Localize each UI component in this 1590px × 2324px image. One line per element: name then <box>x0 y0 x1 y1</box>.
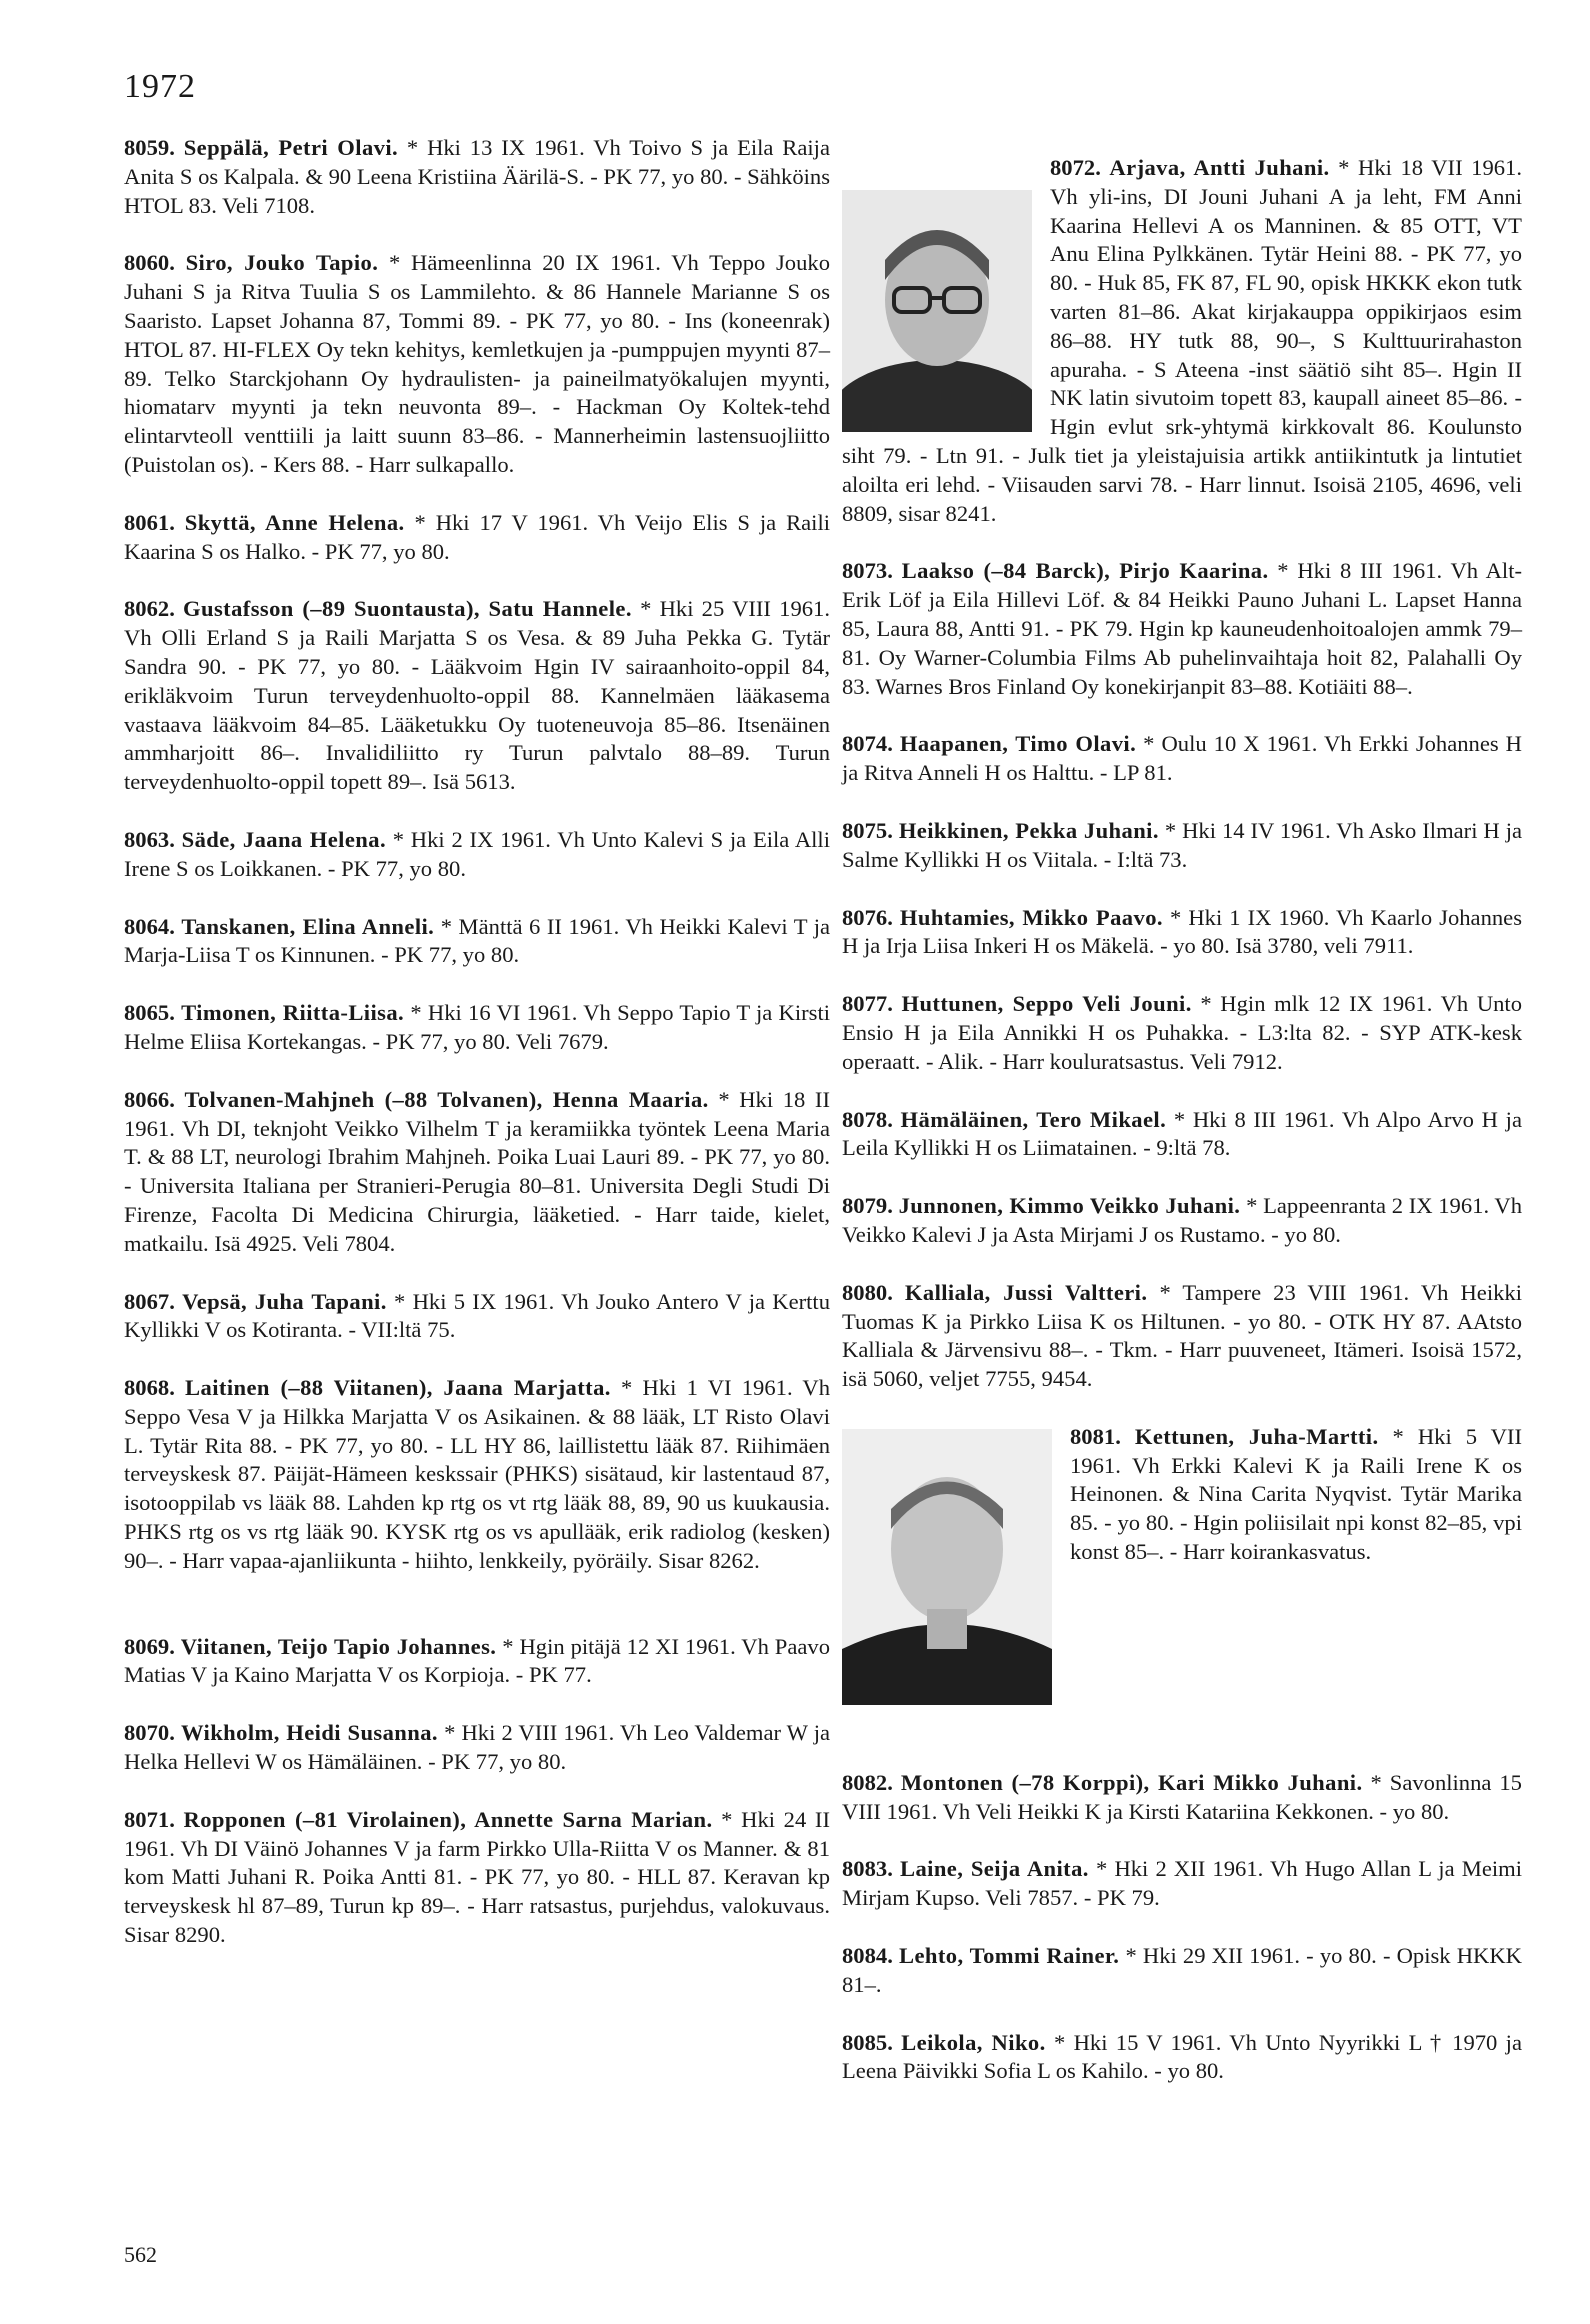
entry-number: 8059. <box>124 135 175 160</box>
entry-number: 8065. <box>124 1000 175 1026</box>
entry-text: * Hki 5 VII 1961. Vh Erkki Kalevi K ja Raili Irene K os Heinonen. & Nina Carita Nyqvist. Tytär Marika 85. - yo 80. - Hgin poliisilait npi konst 82–85, vpi konst 85–. - Harr koirankasvatus. <box>1070 1423 1522 1565</box>
entry-name: Kalliala, Jussi Valtteri. <box>904 1279 1148 1305</box>
portrait-icon <box>842 1429 1052 1705</box>
entry-name: Arjava, Antti Juhani. <box>1109 155 1330 180</box>
entry-8059 <box>124 134 830 220</box>
entry-number: 8075. <box>842 817 893 843</box>
entry-number: 8072. <box>1050 155 1101 180</box>
entry-number: 8077. <box>842 991 893 1017</box>
entry-text: * Hki 14 IV 1961. Vh Asko Ilmari H ja Salme Kyllikki H os Viitala. - I:ltä 73. <box>842 817 1523 872</box>
entry-8071 <box>124 1806 830 1950</box>
entry-text: * Hgin pitäjä 12 XI 1961. Vh Paavo Matias V ja Kaino Marjatta V os Korpioja. - PK 77. <box>124 1633 830 1688</box>
entry-text: * Hki 1 VI 1961. Vh Seppo Vesa V ja Hilkka Marjatta V os Asikainen. & 88 lääk, LT Risto Olavi L. Tytär Rita 88. - PK 77, yo 80. - LL HY 86, laillistettu lääk 87. Riihimäen terveyskesk 87. Päijät-Hämeen keskssair (PHKS) sisätaud, kir lastentaud 87, isotooppilab vs lääk 88. Lahden kp rtg os vt rtg lääk 88, 89, 90 us kuukausia. PHKS rtg os vs rtg lääk 90. KYSK rtg os vs apullääk, erik radiolog (kesken) 90–. - Harr vapaa-ajanliikunta - hiihto, lenkkeily, pyöräily. Sisar 8262. <box>124 1375 830 1573</box>
entry-8082 <box>842 1769 1522 1827</box>
entry-text: * Hgin mlk 12 IX 1961. Vh Unto Ensio H ja Eila Annikki H os Puhakka. - L3:lta 82. - SYP ATK-kesk operaatt. - Alik. - Harr kouluratsastus. Veli 7912. <box>842 991 1523 1074</box>
entry-8079 <box>842 1192 1522 1250</box>
entry-8066 <box>124 1086 830 1259</box>
entry-name: Haapanen, Timo Olavi. <box>899 731 1137 757</box>
entry-name: Viitanen, Teijo Tapio Johannes. <box>180 1633 497 1659</box>
entry-name: Timonen, Riitta-Liisa. <box>181 1000 405 1026</box>
entry-number: 8078. <box>842 1106 893 1132</box>
portrait-icon <box>842 190 1032 432</box>
entry-name: Tolvanen-Mahjneh (–88 Tolvanen), Henna Maaria. <box>184 1086 709 1112</box>
entry-text: * Hki 2 VIII 1961. Vh Leo Valdemar W ja Helka Hellevi W os Hämäläinen. - PK 77, yo 80. <box>124 1720 830 1775</box>
entry-8060 <box>124 249 830 479</box>
entry-name: Siro, Jouko Tapio. <box>185 250 379 276</box>
spacer <box>124 1605 830 1633</box>
entry-name: Laine, Seija Anita. <box>900 1856 1089 1882</box>
entry-number: 8079. <box>842 1193 893 1219</box>
entry-name: Ropponen (–81 Virolainen), Annette Sarna Marian. <box>183 1806 713 1832</box>
entry-text: * Hki 29 XII 1961. - yo 80. - Opisk HKKK 81–. <box>842 1943 1522 1997</box>
entry-text: * Hki 24 II 1961. Vh DI Väinö Johannes V ja farm Pirkko Ulla-Riitta V os Manner. & 81 kom Matti Juhani R. Poika Antti 81. - PK 77, yo 80. - HLL 87. Keravan kp terveyskesk hl 87–89, Turun kp 89–. - Harr ratsastus, purjehdus, valokuvaus. Sisar 8290. <box>124 1806 830 1948</box>
entry-8073 <box>842 557 1522 701</box>
entry-text: * Hki 15 V 1961. Vh Unto Nyyrikki L † 1970 ja Leena Päivikki Sofia L os Kahilo. - yo 80. <box>842 2029 1522 2084</box>
entry-text: * Savonlinna 15 VIII 1961. Vh Veli Heikki K ja Kirsti Katariina Kekkonen. - yo 80. <box>842 1769 1522 1824</box>
entry-name: Montonen (–78 Korppi), Kari Mikko Juhani. <box>900 1769 1363 1795</box>
entry-text: * Tampere 23 VIII 1961. Vh Heikki Tuomas K ja Pirkko Liisa K os Hiltunen. - yo 80. - OTK HY 87. AAtsto Kalliala & Järvensivu 88–. - Tkm. - Harr puuveneet, Itämeri. Isoisä 1572, isä 5060, veljet 7755, 9454. <box>842 1279 1522 1392</box>
entry-8080 <box>842 1279 1522 1394</box>
entry-text: * Hämeenlinna 20 IX 1961. Vh Teppo Jouko Juhani S ja Ritva Tuulia S os Lammilehto. & 86 Hannele Marianne S os Saaristo. Lapset Johanna 87, Tommi 89. - PK 77, yo 80. - Ins (koneenrak) HTOL 87. HI-FLEX Oy tekn kehitys, kemletkujen ja -pumppujen myynti 87–89. Telko Starckjohann Oy hydraulisten- ja paineilmatyökalujen myynti, hiomatarv myynti ja tekn neuvonta 89–. - Hackman Oy Koltek-tehd elintarvteoll venttiili ja laitt suunn 83–86. - Mannerheimin lastensuojliitto (Puistolan os). - Kers 88. - Harr sulkapallo. <box>124 250 830 477</box>
entry-8065 <box>124 999 830 1057</box>
entry-number: 8071. <box>124 1806 175 1832</box>
page-year-heading: 1972 <box>124 68 196 105</box>
entry-number: 8076. <box>842 904 893 930</box>
entry-8084 <box>842 1942 1522 2000</box>
entry-name: Leikola, Niko. <box>901 2029 1046 2055</box>
entry-text: * Mänttä 6 II 1961. Vh Heikki Kalevi T ja Marja-Liisa T os Kinnunen. - PK 77, yo 80. <box>124 913 830 968</box>
entry-text: * Hki 8 III 1961. Vh Alt-Erik Löf ja Eila Hillevi Löf. & 84 Heikki Pauno Juhani L. Lapset Hanna 85, Laura 88, Antti 91. - PK 79. Hgin kp kauneudenhoitoalojen ammk 79–81. Oy Warner-Columbia Films Ab puhelinvaihtaja hoit 82, Palahalli Oy 83. Warnes Bros Finland Oy konekirjanpit 83–88. Kotiäiti 88–. <box>842 558 1522 699</box>
entry-number: 8070. <box>124 1720 175 1746</box>
right-column <box>842 134 1522 2115</box>
portrait-photo <box>842 190 1032 432</box>
entry-name: Lehto, Tommi Rainer. <box>899 1943 1120 1969</box>
entry-name: Junnonen, Kimmo Veikko Juhani. <box>898 1193 1241 1219</box>
entry-text: * Hki 18 VII 1961. Vh yli-ins, DI Jouni Juhani A ja leht, FM Anni Kaarina Hellevi A os Manninen. & 85 OTT, VT Anu Elina Pylkkänen. Tytär Heini 88. - PK 77, yo 80. - Huk 85, FK 87, FL 90, opisk HKKK ekon tutk varten 81–86. Akat kirjakauppa oppikirjaos esim 86–88. HY tutk 88, 90–, S Kulttuurirahaston apuraha. - S Ateena -inst säätiö siht 85–. Hgin II NK latin sivutoim topett 83, kaupall aineet 85–86. - Hgin evlut srk-yhtymä kirkkovalt 86. Koulunsto siht 79. - Ltn 91. - Julk tiet ja yleistajuisia artikk antiikintutk ja lintutiet aloilta eri lehd. - Viisauden sarvi 78. - Harr linnut. Isoisä 2105, 4696, veli 8809, sisar 8241. <box>842 155 1522 526</box>
entry-number: 8073. <box>842 558 893 584</box>
entry-number: 8080. <box>842 1279 893 1305</box>
entry-number: 8068. <box>124 1375 175 1401</box>
entry-8069 <box>124 1633 830 1691</box>
entry-number: 8069. <box>124 1633 175 1659</box>
entry-8063 <box>124 826 830 884</box>
entry-text: * Hki 18 II 1961. Vh DI, teknjoht Veikko Vilhelm T ja keramiikka työntek Leena Maria T. & 88 LT, neurologi Ibrahim Mahjneh. Poika Luai Lauri 89. - PK 77, yo 80. - Universita Italiana per Stranieri-Perugia 80–81. Universita Degli Studi Di Firenze, Facolta Di Medicina Chirurgia, lääketied. - Harr taide, kielet, matkailu. Isä 4925. Veli 7804. <box>124 1086 830 1256</box>
entry-8072 <box>842 154 1522 528</box>
entry-8075 <box>842 817 1522 875</box>
entry-8067 <box>124 1288 830 1346</box>
entry-number: 8082. <box>842 1769 893 1795</box>
entry-name: Laakso (–84 Barck), Pirjo Kaarina. <box>901 558 1269 584</box>
entry-8070 <box>124 1719 830 1777</box>
entry-name: Säde, Jaana Helena. <box>181 826 386 852</box>
entry-text: * Hki 16 VI 1961. Vh Seppo Tapio T ja Kirsti Helme Eliisa Kortekangas. - PK 77, yo 80. Veli 7679. <box>124 1000 830 1054</box>
entry-number: 8074. <box>842 731 893 757</box>
entry-8064 <box>124 913 830 971</box>
entry-name: Hämäläinen, Tero Mikael. <box>900 1106 1167 1132</box>
entry-name: Wikholm, Heidi Susanna. <box>180 1720 438 1746</box>
entry-8062 <box>124 595 830 797</box>
entry-8074 <box>842 730 1522 788</box>
entry-number: 8083. <box>842 1856 893 1882</box>
entry-text: * Hki 8 III 1961. Vh Alpo Arvo H ja Leila Kyllikki H os Liimatainen. - 9:ltä 78. <box>842 1106 1522 1161</box>
entry-name: Gustafsson (–89 Suontausta), Satu Hannele. <box>183 596 632 622</box>
entry-name: Vepsä, Juha Tapani. <box>182 1288 387 1314</box>
entry-text: * Lappeenranta 2 IX 1961. Vh Veikko Kalevi J ja Asta Mirjami J os Rustamo. - yo 80. <box>842 1193 1523 1247</box>
entry-name: Laitinen (–88 Viitanen), Jaana Marjatta. <box>185 1375 611 1401</box>
spacer <box>842 1705 1522 1769</box>
entry-name: Heikkinen, Pekka Juhani. <box>898 817 1159 843</box>
entry-name: Seppälä, Petri Olavi. <box>183 135 399 160</box>
entry-number: 8062. <box>124 596 175 622</box>
entry-text: * Hki 25 VIII 1961. Vh Olli Erland S ja Raili Marjatta S os Vesa. & 89 Juha Pekka G. Tytär Sandra 90. - PK 77, yo 80. - Lääkvoim Hgin IV sairaanhoito-oppil 84, erikläkvoim Turun terveydenhuolto-oppil 88. Kannelmäen lääkasema vastaava lääkvoim 84–85. Lääketukku Oy tuoteneuvoja 85–86. Itsenäinen ammharjoitt 86–. Invalidiliitto ry Turun palvtalo 88–89. Turun terveydenhuolto-oppil topett 89–. Isä 5613. <box>124 596 830 795</box>
entry-number: 8061. <box>124 509 175 535</box>
left-column <box>124 134 830 1979</box>
entry-name: Tanskanen, Elina Anneli. <box>181 913 435 939</box>
entry-8077 <box>842 990 1522 1076</box>
entry-text: * Hki 5 IX 1961. Vh Jouko Antero V ja Kerttu Kyllikki V os Kotiranta. - VII:ltä 75. <box>124 1288 830 1343</box>
entry-text: * Hki 17 V 1961. Vh Veijo Elis S ja Raili Kaarina S os Halko. - PK 77, yo 80. <box>124 509 830 564</box>
page-number: 562 <box>124 2242 157 2267</box>
entry-number: 8064. <box>124 913 175 939</box>
entry-8068 <box>124 1374 830 1576</box>
entry-number: 8060. <box>124 250 175 276</box>
entry-8081 <box>842 1423 1522 1567</box>
entry-number: 8063. <box>124 826 175 852</box>
entry-8061 <box>124 509 830 567</box>
entry-8083 <box>842 1855 1522 1913</box>
entry-name: Huhtamies, Mikko Paavo. <box>899 904 1163 930</box>
entry-number: 8081. <box>1070 1423 1121 1449</box>
entry-8085 <box>842 2029 1522 2087</box>
entry-number: 8066. <box>124 1086 175 1112</box>
entry-number: 8085. <box>842 2029 893 2055</box>
portrait-photo <box>842 1429 1052 1705</box>
entry-name: Kettunen, Juha-Martti. <box>1134 1423 1379 1449</box>
entry-8076 <box>842 904 1522 962</box>
entry-name: Huttunen, Seppo Veli Jouni. <box>901 991 1192 1017</box>
entry-text: * Hki 2 IX 1961. Vh Unto Kalevi S ja Eila Alli Irene S os Loikkanen. - PK 77, yo 80. <box>124 826 830 881</box>
entry-text: * Hki 13 IX 1961. Vh Toivo S ja Eila Raija Anita S os Kalpala. & 90 Leena Kristiina Äärilä-S. - PK 77, yo 80. - Sähköins HTOL 83. Veli 7108. <box>124 135 830 218</box>
entry-text: * Hki 1 IX 1960. Vh Kaarlo Johannes H ja Irja Liisa Inkeri H os Mäkelä. - yo 80. Isä 3780, veli 7911. <box>842 904 1522 959</box>
entry-name: Skyttä, Anne Helena. <box>184 509 405 535</box>
entry-text: * Hki 2 XII 1961. Vh Hugo Allan L ja Meimi Mirjam Kupso. Veli 7857. - PK 79. <box>842 1856 1523 1911</box>
entry-8078 <box>842 1106 1522 1164</box>
entry-number: 8067. <box>124 1288 175 1314</box>
entry-number: 8084. <box>842 1943 893 1969</box>
entry-text: * Oulu 10 X 1961. Vh Erkki Johannes H ja Ritva Anneli H os Halttu. - LP 81. <box>842 731 1522 786</box>
